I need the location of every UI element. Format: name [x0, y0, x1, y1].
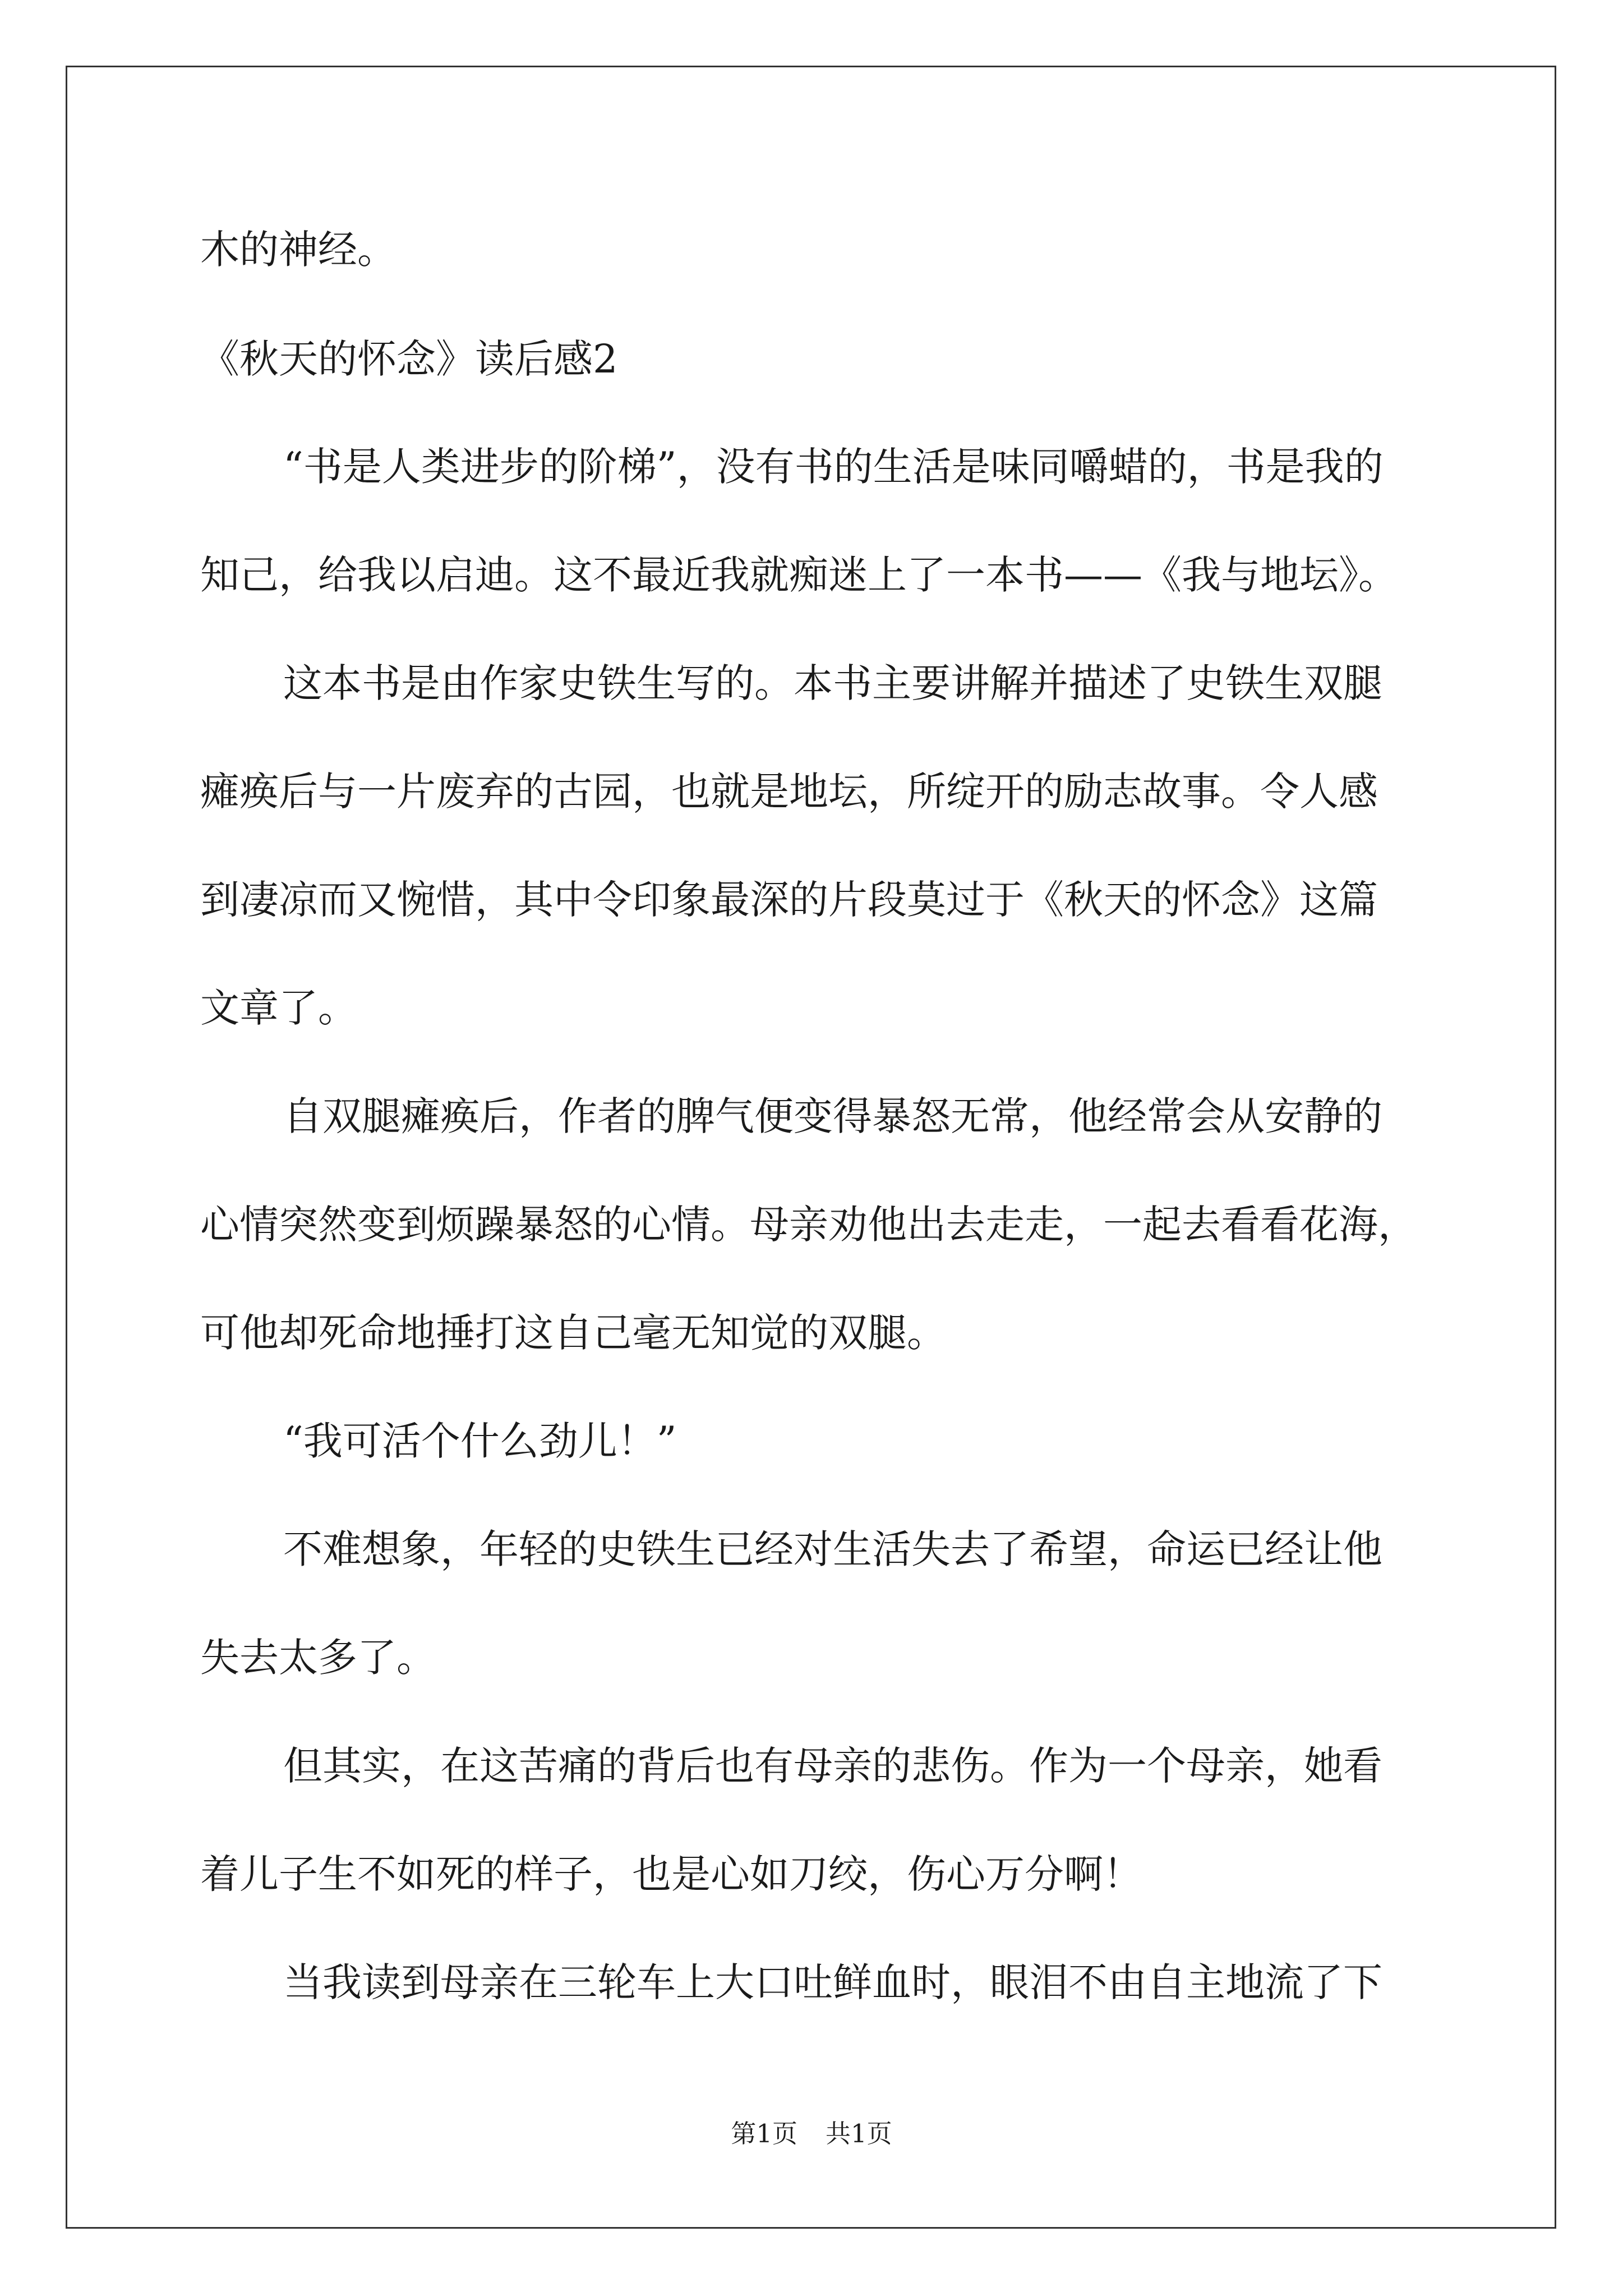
- text-line: 心情突然变到烦躁暴怒的心情。母亲劝他出去走走，一起去看看花海，: [200, 1202, 1417, 1248]
- text-line: 失去太多了。: [200, 1635, 436, 1681]
- total-pages: 共1页: [826, 2119, 892, 2148]
- text-line: 可他却死命地捶打这自己毫无知觉的双腿。: [200, 1310, 946, 1356]
- text-line: 这本书是由作家史铁生写的。本书主要讲解并描述了史铁生双腿: [283, 660, 1382, 706]
- text-line: 木的神经。: [200, 227, 396, 273]
- page-footer: [0, 2117, 1623, 2151]
- text-line: 但其实，在这苦痛的背后也有母亲的悲伤。作为一个母亲，她看: [283, 1743, 1382, 1789]
- text-line: 自双腿瘫痪后，作者的脾气便变得暴怒无常，他经常会从安静的: [283, 1093, 1382, 1139]
- text-line: 瘫痪后与一片废弃的古园，也就是地坛，所绽开的励志故事。令人感: [200, 769, 1378, 815]
- quote-line: “我可活个什么劲儿！”: [283, 1418, 677, 1464]
- page-border: [66, 66, 1556, 2229]
- text-line: 到凄凉而又惋惜，其中令印象最深的片段莫过于《秋天的怀念》这篇: [200, 877, 1378, 923]
- page-number: 第1页: [731, 2119, 797, 2148]
- text-line: 不难想象，年轻的史铁生已经对生活失去了希望，命运已经让他: [283, 1526, 1382, 1572]
- text-line: 当我读到母亲在三轮车上大口吐鲜血时，眼泪不由自主地流了下: [283, 1959, 1382, 2005]
- section-heading: 《秋天的怀念》读后感2: [200, 336, 618, 382]
- text-line: 知己，给我以启迪。这不最近我就痴迷上了一本书——《我与地坛》。: [200, 552, 1398, 598]
- text-line: 着儿子生不如死的样子，也是心如刀绞，伤心万分啊！: [200, 1851, 1142, 1897]
- text-line: 文章了。: [200, 985, 357, 1031]
- text-line: “书是人类进步的阶梯”，没有书的生活是味同嚼蜡的，书是我的: [283, 444, 1384, 490]
